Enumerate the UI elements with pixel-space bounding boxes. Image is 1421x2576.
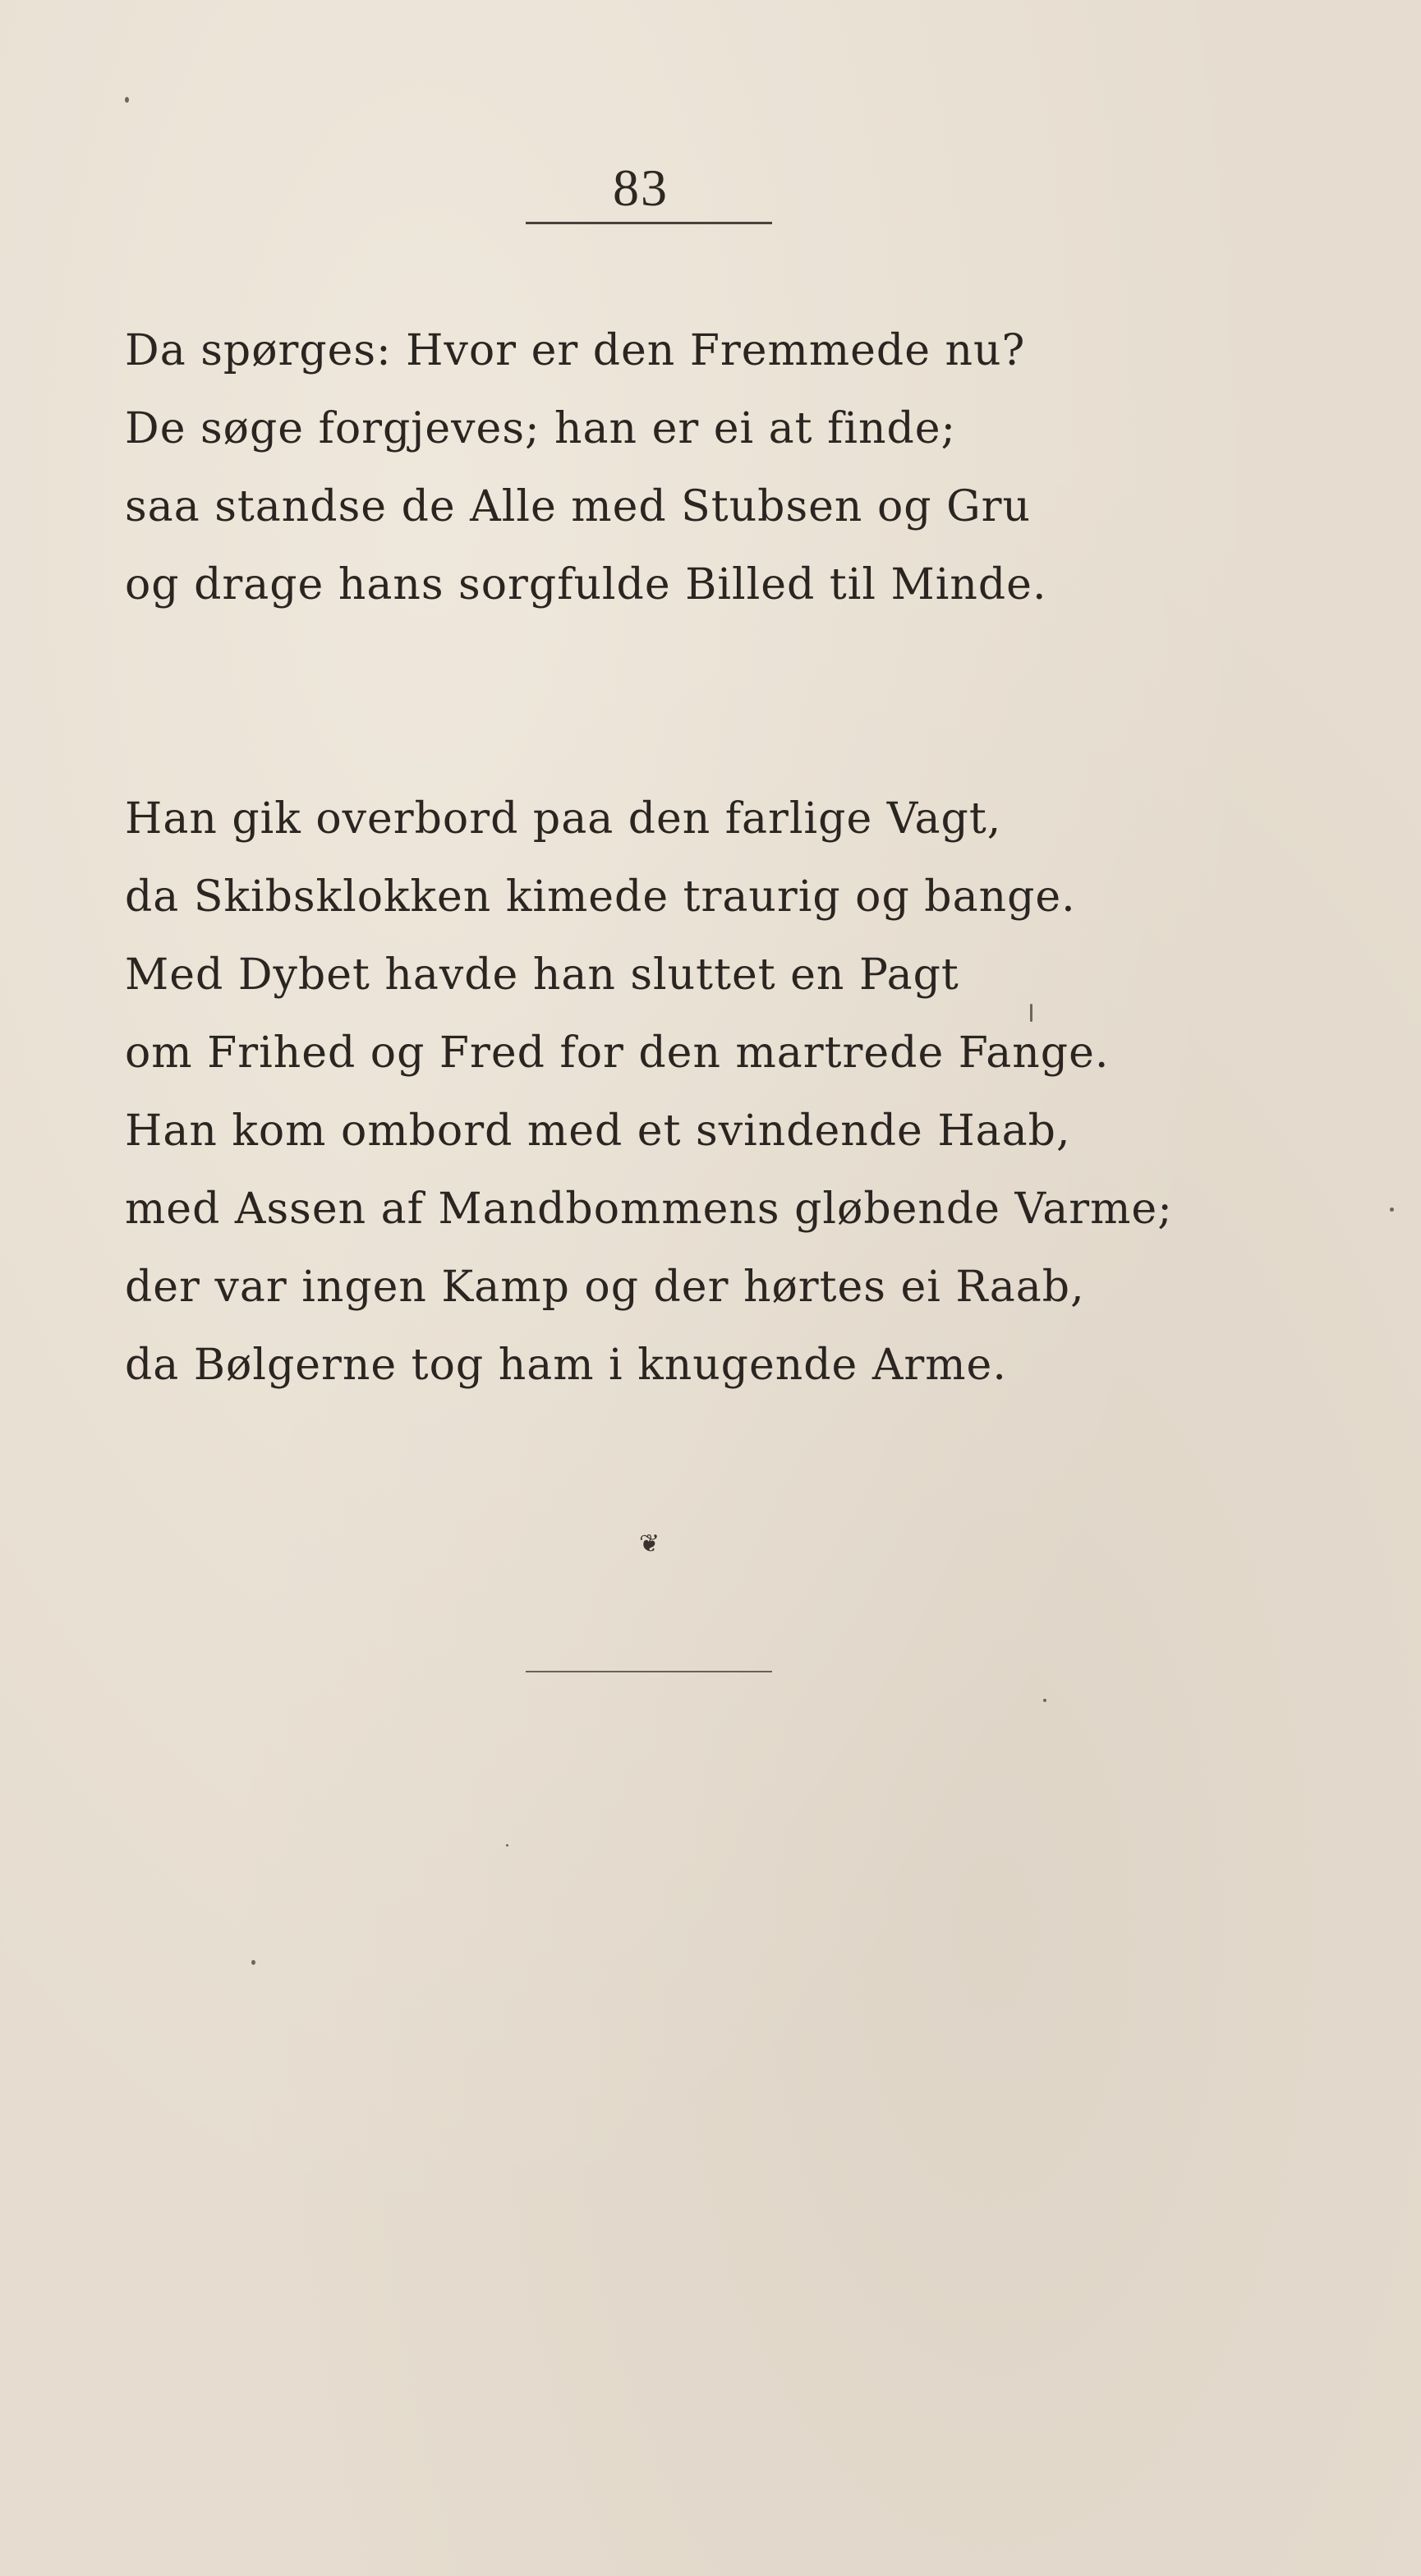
paper-speck <box>1030 1004 1032 1022</box>
verse-line: og drage hans sorgfulde Billed til Minde. <box>125 560 1047 610</box>
verse-line: med Assen af Mandbommens gløbende Varme; <box>125 1184 1173 1234</box>
verse-line: Han kom ombord med et svindende Haab, <box>125 1106 1071 1156</box>
verse-line: Da spørges: Hvor er den Fremmede nu? <box>125 326 1026 375</box>
header-rule <box>526 222 772 224</box>
fleuron-icon: ❦ <box>639 1530 660 1558</box>
paper-speck <box>251 1960 255 1965</box>
stanza-2 <box>125 780 1173 1405</box>
paper-speck <box>506 1844 508 1847</box>
verse-line: om Frihed og Fred for den martrede Fange. <box>125 1028 1110 1078</box>
paper-speck <box>125 97 129 103</box>
verse-line: Med Dybet havde han sluttet en Pagt <box>125 950 959 1000</box>
stanza-1 <box>125 312 1047 624</box>
verse-line: da Bølgerne tog ham i knugende Arme. <box>125 1341 1007 1390</box>
verse-line: saa standse de Alle med Stubsen og Gru <box>125 482 1031 531</box>
verse-line: Han gik overbord paa den farlige Vagt, <box>125 794 1002 844</box>
verse-line: da Skibsklokken kimede traurig og bange. <box>125 872 1076 922</box>
verse-line: De søge forgjeves; han er ei at finde; <box>125 404 957 453</box>
verse-line: der var ingen Kamp og der hørtes ei Raab, <box>125 1263 1085 1312</box>
footer-rule <box>526 1671 772 1672</box>
page-number: 83 <box>613 159 669 217</box>
paper-speck <box>1043 1699 1046 1702</box>
paper-speck <box>1390 1208 1394 1212</box>
